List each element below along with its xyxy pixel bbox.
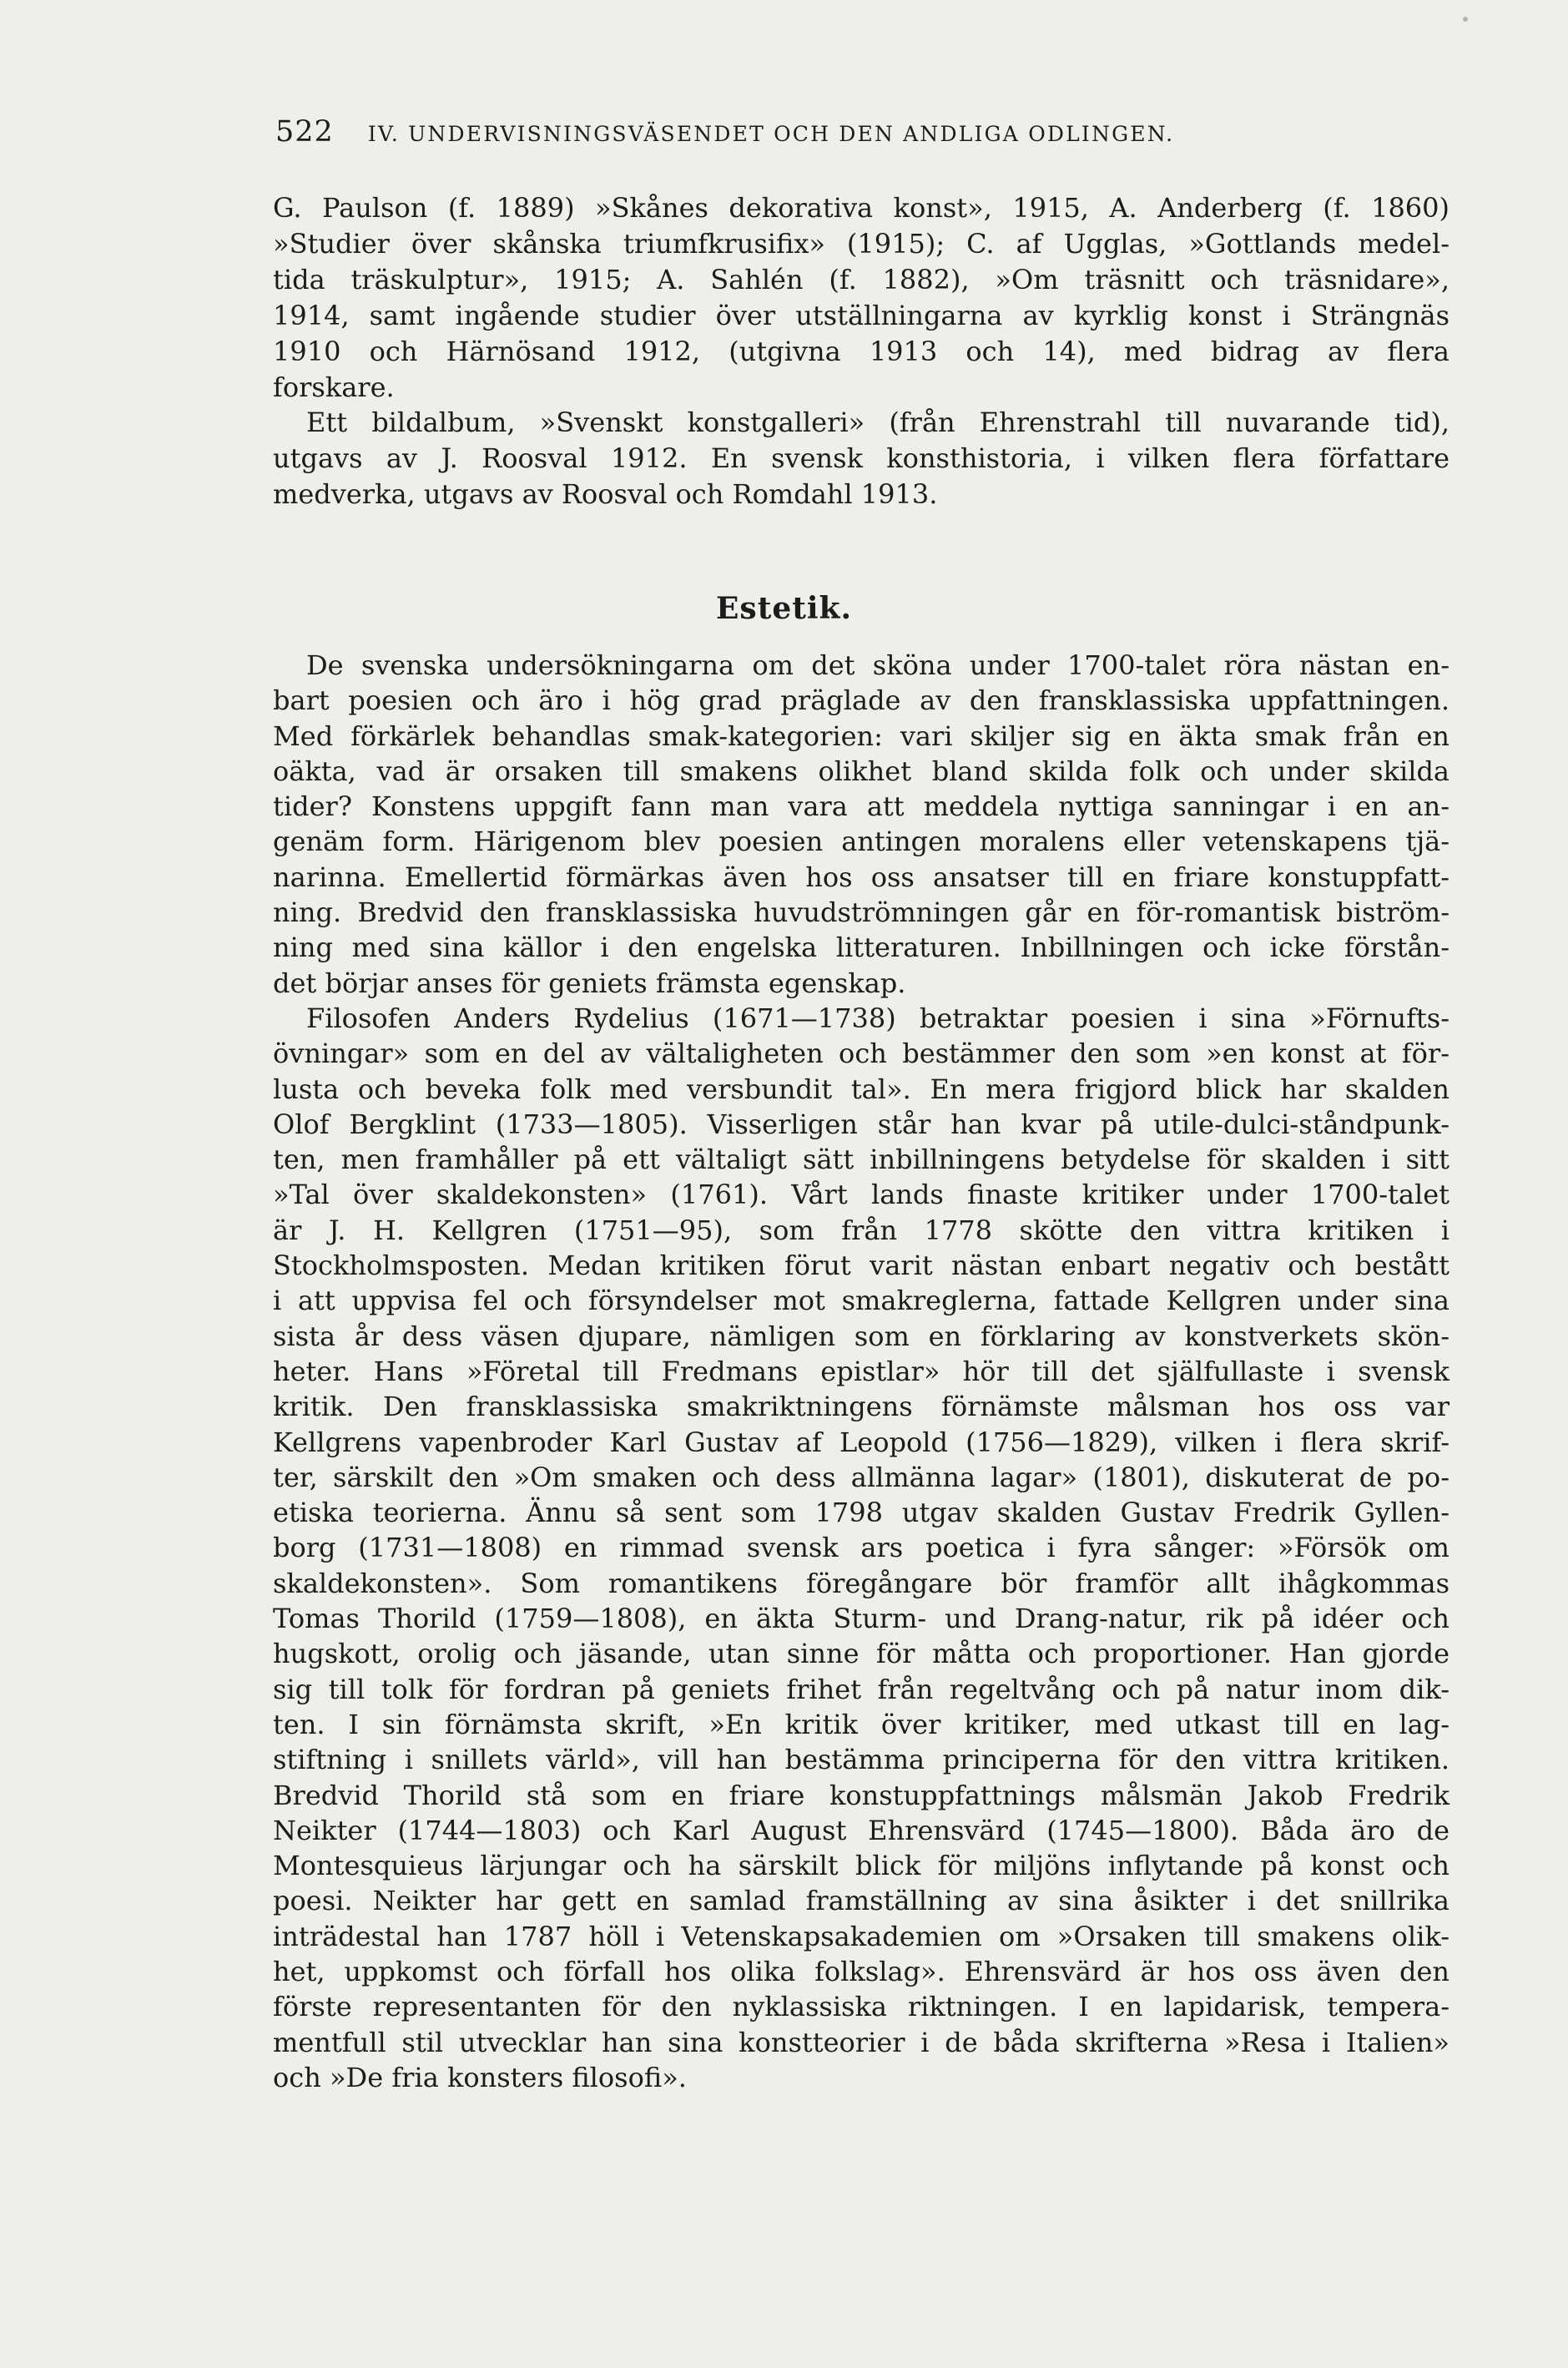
text-line: tida träskulptur», 1915; A. Sahlén (f. 1882), »Om träsnitt och träsnidare», [273, 263, 1450, 295]
text-line: ning. Bredvid den fransklassiska huvudströmningen går en för-romantisk biström- [273, 896, 1450, 929]
text-line: Ett bildalbum, »Svenskt konstgalleri» (från Ehrenstrahl till nuvarande tid), [306, 406, 1450, 439]
text-line: etiska teorierna. Ännu så sent som 1798 utgav skalden Gustav Fredrik Gyllen- [273, 1497, 1450, 1529]
bibliography-block [273, 190, 1450, 512]
text-line: sista år dess väsen djupare, nämligen som en förklaring av konstverkets skön- [273, 1320, 1450, 1352]
text-line: heter. Hans »Företal till Fredmans epistlar» hör till det själfullaste i svensk [273, 1355, 1450, 1387]
text-line: ter, särskilt den »Om smaken och dess allmänna lagar» (1801), diskuterat de po- [273, 1461, 1450, 1493]
text-line: förste representanten för den nyklassiska riktningen. I en lapidarisk, tempera- [273, 1991, 1450, 2023]
text-line: het, uppkomst och förfall hos olika folkslag». Ehrensvärd är hos oss även den [273, 1955, 1450, 1987]
text-line: »Tal över skaldekonsten» (1761). Vårt lands finaste kritiker under 1700-talet [273, 1179, 1450, 1211]
text-line: i att uppvisa fel och försyndelser mot smakreglerna, fattade Kellgren under sina [273, 1285, 1450, 1317]
text-line: »Studier över skånska triumfkrusifix» (1915); C. af Ugglas, »Gottlands medel- [273, 227, 1450, 260]
text-line: Olof Bergklint (1733—1805). Visserligen står han kvar på utile-dulci-ståndpunk- [273, 1108, 1450, 1140]
text-line: det börjar anses för geniets främsta egenskap. [273, 967, 906, 999]
text-line: 1914, samt ingående studier över utställningarna av kyrklig konst i Strängnäs [273, 299, 1450, 331]
running-head [275, 115, 1310, 149]
text-line: oäkta, vad är orsaken till smakens olikhet bland skilda folk och under skilda [273, 755, 1450, 787]
text-line: Neikter (1744—1803) och Karl August Ehrensvärd (1745—1800). Båda äro de [273, 1814, 1450, 1846]
paragraph-intro [273, 648, 1450, 1001]
text-line: Filosofen Anders Rydelius (1671—1738) betraktar poesien i sina »Förnufts- [306, 1002, 1450, 1034]
text-line: ten. I sin förnämsta skrift, »En kritik över kritiker, med utkast till en lag- [273, 1708, 1450, 1740]
text-line: ning med sina källor i den engelska litteraturen. Inbillningen och icke förstån- [273, 932, 1450, 964]
text-line: De svenska undersökningarna om det sköna under 1700-talet röra nästan en- [306, 649, 1450, 681]
text-line: Montesquieus lärjungar och ha särskilt blick för miljöns inflytande på konst och [273, 1850, 1450, 1882]
text-line: Kellgrens vapenbroder Karl Gustav af Leopold (1756—1829), vilken i flera skrif- [273, 1426, 1450, 1458]
text-line: narinna. Emellertid förmärkas även hos oss ansatser till en friare konstuppfatt- [273, 861, 1450, 893]
text-line: skaldekonsten». Som romantikens föregångare bör framför allt ihågkommas [273, 1567, 1450, 1599]
text-line: medverka, utgavs av Roosval och Romdahl 1913. [273, 478, 938, 511]
text-line: kritik. Den fransklassiska smakriktningens förnämste målsman hos oss var [273, 1391, 1450, 1423]
text-line: övningar» som en del av vältaligheten och bestämmer den som »en konst at för- [273, 1038, 1450, 1070]
text-line: ten, men framhåller på ett vältaligt sätt inbillningens betydelse för skalden i sitt [273, 1144, 1450, 1176]
text-line: genäm form. Härigenom blev poesien antingen moralens eller vetenskapens tjä- [273, 826, 1450, 858]
text-line: forskare. [273, 371, 395, 403]
chapter-title: IV. UNDERVISNINGSVÄSENDET OCH DEN ANDLIGA ODLINGEN. [367, 122, 1175, 146]
text-line: 1910 och Härnösand 1912, (utgivna 1913 och 14), med bidrag av flera [273, 335, 1450, 367]
text-line: hugskott, orolig och jäsande, utan sinne för måtta och proportioner. Han gjorde [273, 1638, 1450, 1670]
text-line: lusta och beveka folk med versbundit tal». En mera frigjord blick har skalden [273, 1073, 1450, 1105]
text-line: inträdestal han 1787 höll i Vetenskapsakademien om »Orsaken till smakens olik- [273, 1920, 1450, 1952]
text-line: poesi. Neikter har gett en samlad framställning av sina åsikter i det snillrika [273, 1885, 1450, 1917]
text-line: borg (1731—1808) en rimmad svensk ars poetica i fyra sånger: »Försök om [273, 1532, 1450, 1564]
section-heading: Estetik. [715, 591, 853, 626]
text-line: är J. H. Kellgren (1751—95), som från 1778 skötte den vittra kritiken i [273, 1214, 1450, 1246]
paper-spot [1463, 17, 1468, 22]
text-line: Bredvid Thorild stå som en friare konstuppfattnings målsmän Jakob Fredrik [273, 1779, 1450, 1811]
text-line: Med förkärlek behandlas smak-kategorien: vari skiljer sig en äkta smak från en [273, 719, 1450, 752]
text-line: utgavs av J. Roosval 1912. En svensk konsthistoria, i vilken flera författare [273, 442, 1450, 475]
text-line: stiftning i snillets värld», vill han bestämma principerna för den vittra kritiken. [273, 1744, 1450, 1776]
album-paragraph [273, 405, 1450, 512]
text-line: bart poesien och äro i hög grad präglade av den fransklassiska uppfattningen. [273, 684, 1450, 717]
paragraph-history [273, 1001, 1450, 2095]
text-line: Stockholmsposten. Medan kritiken förut varit nästan enbart negativ och bestått [273, 1250, 1450, 1282]
text-line: G. Paulson (f. 1889) »Skånes dekorativa konst», 1915, A. Anderberg (f. 1860) [273, 192, 1450, 224]
estetik-body [273, 648, 1450, 2095]
text-line: Tomas Thorild (1759—1808), en äkta Sturm- und Drang-natur, rik på idéer och [273, 1603, 1450, 1635]
page-number: 522 [275, 115, 334, 149]
text-line: och »De fria konsters filosofi». [273, 2061, 687, 2093]
text-line: tider? Konstens uppgift fann man vara att meddela nyttiga sanningar i en an- [273, 790, 1450, 823]
text-line: sig till tolk för fordran på geniets frihet från regeltvång och på natur inom dik- [273, 1673, 1450, 1705]
text-line: mentfull stil utvecklar han sina konstteorier i de båda skrifterna »Resa i Italien» [273, 2026, 1450, 2058]
bibliography-paragraph [273, 190, 1450, 405]
